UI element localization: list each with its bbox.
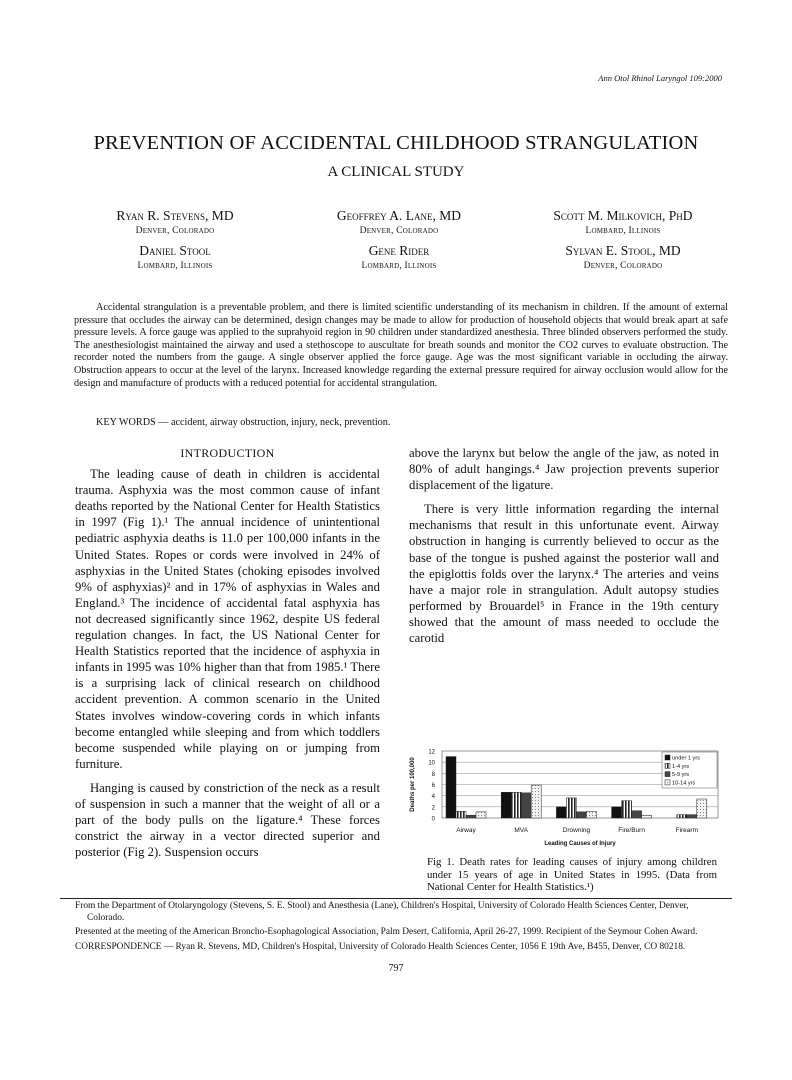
bar [466, 815, 476, 818]
x-tick-label: Drowning [562, 827, 591, 834]
bar [687, 815, 697, 818]
body-column-right [409, 445, 719, 654]
abstract: Accidental strangulation is a preventable problem, and there is limited scientific understanding of its mechanism in children. If the amount of external pressure that occludes the airway can be determined, design changes may be made to allow for production of household objects that would break apart at safe pressure levels. A force gauge was applied to the suprahyoid region in 90 children under standardized anesthesia. Three blinded observers performed the study. The anesthesiologist maintained the airway and used a stethoscope to auscultate for breath sounds and monitor the CO2 curves to evaluate obstruction. The recorder noted the numbers from the gauge. A single observer applied the force gauge. Age was the most significant variable in occluding the airway. Obstruction appears to occur at the level of the larynx. Increased knowledge regarding the external pressure required for airway occlusion would allow for the design and manufacture of products with a reduced potential for accidental strangulation. [74, 302, 728, 389]
body-paragraph: above the larynx but below the angle of the jaw, as noted in 80% of adult hangings.⁴ Jaw projection prevents superior displacement of the ligature. [409, 446, 719, 493]
author-affiliation: Denver, Colorado [583, 261, 663, 271]
body-paragraph: The leading cause of death in children is accidental trauma. Asphyxia was the most common cause of infant deaths reported by the National Center for Health Statistics in 1997 (Fig 1).¹ The annual incidence of unintentional pediatric asphyxia deaths is 11.0 per 100,000 infants in the United States. Ropes or cords were involved in 24% of asphyxias in the United States (choking episodes involved 9% of asphyxias)² and in 17% of asphyxias in Wales and England.³ The incidence of accidental fatal asphyxia has not decreased significantly since 1962, despite US federal regulation changes. In fact, the US National Center for Health Statistics reported that the incidence of asphyxia in infants in 1995 was 10% higher than that from 1985.¹ There is a surprising lack of clinical research on childhood accident prevention. A common scenario in the United States involves window-covering cords in which infants become entangled while sleeping and from which toddlers become suspended while playing on or jumping from furniture. [75, 467, 380, 771]
x-axis-label: Leading Causes of Injury [544, 841, 616, 847]
figure-caption: Fig 1. Death rates for leading causes of injury among children under 15 years of age in United States in 1995. (Data from National Center for Health Statistics.¹) [427, 856, 717, 893]
y-tick-label: 12 [428, 749, 435, 756]
legend-label: 10-14 yrs [672, 780, 696, 787]
x-tick-label: MVA [514, 827, 529, 834]
bar [576, 812, 586, 818]
bar [586, 811, 596, 818]
legend-swatch [665, 772, 670, 777]
bar [521, 793, 531, 818]
author-affiliation: Denver, Colorado [359, 226, 439, 236]
author-affiliation: Lombard, Illinois [585, 226, 661, 236]
bar-chart [400, 743, 730, 855]
y-tick-label: 6 [431, 783, 435, 789]
bar [632, 811, 642, 818]
bar [501, 792, 511, 818]
author-name: Daniel Stool [139, 243, 211, 258]
author-affiliation: Lombard, Illinois [137, 261, 213, 271]
author-block [70, 208, 728, 278]
y-tick-label: 8 [431, 771, 435, 778]
bar [531, 785, 541, 818]
bar [446, 757, 456, 818]
y-tick-label: 4 [431, 794, 435, 801]
legend-swatch [665, 755, 670, 760]
y-tick-label: 2 [431, 805, 435, 812]
x-tick-label: Fire/Burn [618, 827, 645, 834]
bar [456, 811, 466, 818]
body-paragraph: There is very little information regarding the internal mechanisms that result in this unfortunate event. Airway obstruction in hanging is currently believed to occur as the base of the tongue is pushed against the posterior wall and the epiglottis folds over the larynx.⁴ The arteries and veins have a major role in strangulation. Adult autopsy studies performed by Brouardel⁵ in France in the 19th century showed that the amount of mass needed to occlude the carotid [409, 502, 719, 646]
footnote-divider [60, 898, 732, 899]
bar [622, 801, 632, 818]
y-tick-label: 0 [431, 816, 435, 823]
section-heading: INTRODUCTION [180, 446, 275, 460]
x-tick-label: Airway [456, 827, 476, 834]
body-column-left [75, 445, 380, 868]
bar [566, 798, 576, 818]
author-name: Gene Rider [368, 243, 430, 258]
journal-citation: Ann Otol Rhinol Laryngol 109:2000 [598, 73, 722, 83]
footnote: CORRESPONDENCE — Ryan R. Stevens, MD, Children's Hospital, University of Colorado Health Sciences Center, 1056 E 19th Ave, B455, Denver, CO 80218. [75, 941, 686, 952]
footnote: From the Department of Otolaryngology (Stevens, S. E. Stool) and Anesthesia (Lane), Children's Hospital, University of Colorado Health Sciences Center, Denver, Colorado. [75, 901, 689, 923]
author-affiliation: Lombard, Illinois [361, 261, 437, 271]
bar [511, 792, 521, 818]
author-column-2 [294, 208, 504, 278]
x-tick-label: Firearm [675, 827, 698, 834]
legend-swatch [665, 780, 670, 785]
author-name: Scott M. Milkovich, PhD [553, 208, 693, 223]
author-name: Ryan R. Stevens, MD [116, 208, 234, 223]
bar [677, 815, 687, 818]
y-axis-label: Deaths per 100,000 [410, 757, 416, 812]
author-column-1 [70, 208, 280, 278]
author-column-3 [518, 208, 728, 278]
footnote: Presented at the meeting of the American Broncho-Esophagological Association, Palm Desert, California, April 26-27, 1999. Recipient of the Seymour Cohen Award. [75, 927, 698, 938]
author-name: Sylvan E. Stool, MD [565, 243, 681, 258]
legend-label: 1-4 yrs [672, 763, 690, 770]
article-subtitle: A CLINICAL STUDY [327, 164, 465, 180]
author-name: Geoffrey A. Lane, MD [336, 208, 462, 223]
article-title: PREVENTION OF ACCIDENTAL CHILDHOOD STRANGULATION [93, 132, 699, 154]
y-tick-label: 10 [428, 760, 435, 767]
body-paragraph: Hanging is caused by constriction of the neck as a result of suspension in such a manner that the weight of all or a part of the body pulls on the ligature.⁴ These forces constrict the airway in a vector directed superior and posterior (Fig 2). Suspension occurs [75, 780, 380, 860]
bar [556, 807, 566, 818]
bar [476, 812, 486, 818]
keywords: KEY WORDS — accident, airway obstruction, injury, neck, prevention. [96, 417, 391, 428]
bar [612, 807, 622, 818]
author-affiliation: Denver, Colorado [135, 226, 215, 236]
legend-label: under 1 yrs [672, 755, 700, 762]
page-number: 797 [388, 963, 404, 974]
bar [697, 799, 707, 818]
figure-1 [400, 743, 730, 855]
legend-label: 5-9 yrs [672, 772, 690, 779]
footnotes [75, 901, 727, 956]
bar [642, 815, 652, 818]
legend-swatch [665, 763, 670, 768]
